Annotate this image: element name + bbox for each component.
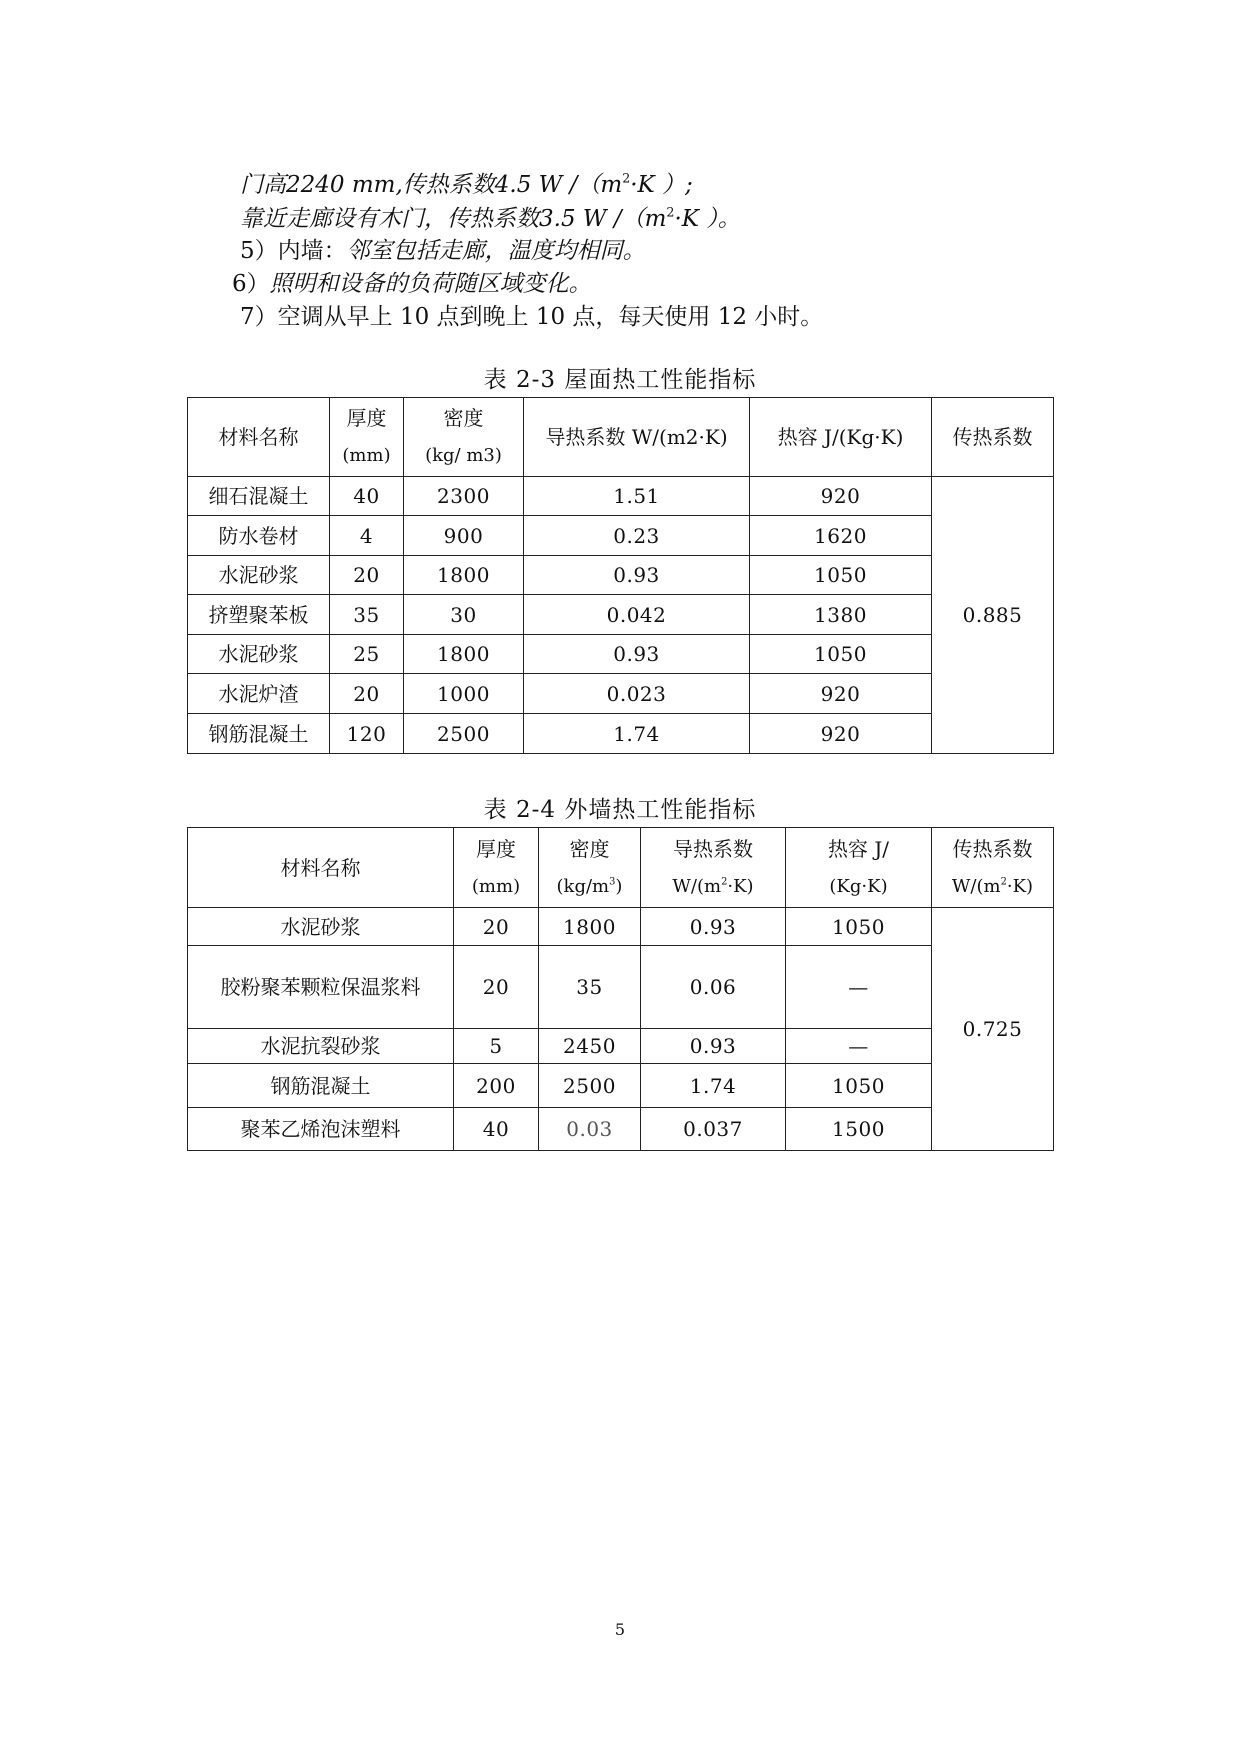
cell-conductivity: 0.23 bbox=[524, 516, 750, 556]
cell-density: 2500 bbox=[404, 714, 524, 754]
header-thickness bbox=[454, 828, 539, 908]
cell-density: 2300 bbox=[404, 477, 524, 516]
cell-heat-capacity: 920 bbox=[750, 674, 932, 714]
header-name: 材料名称 bbox=[188, 398, 330, 477]
text: 靠近走廊设有木门，传热系数 bbox=[240, 206, 539, 232]
cell-u-value: 0.725 bbox=[932, 908, 1054, 1151]
header-unit: (kg/ m3) bbox=[425, 445, 502, 466]
cell-density: 900 bbox=[404, 516, 524, 556]
text: ·K ）。 bbox=[674, 206, 741, 232]
header-label: 密度 bbox=[569, 836, 610, 861]
cell-heat-capacity: 1500 bbox=[786, 1108, 932, 1151]
cell-thickness: 40 bbox=[330, 477, 404, 516]
table-wall-thermal bbox=[187, 827, 1054, 1151]
cell-name: 防水卷材 bbox=[188, 516, 330, 556]
header-label: 厚度 bbox=[476, 836, 516, 861]
table-row bbox=[188, 674, 1054, 714]
cell-name: 水泥炉渣 bbox=[188, 674, 330, 714]
cell-name: 钢筋混凝土 bbox=[188, 714, 330, 754]
header-unit: (mm) bbox=[342, 445, 391, 466]
cell-thickness: 20 bbox=[330, 674, 404, 714]
cell-name: 水泥砂浆 bbox=[188, 556, 330, 595]
cell-thickness: 25 bbox=[330, 635, 404, 674]
cell-density: 35 bbox=[539, 946, 641, 1029]
table-row bbox=[188, 516, 1054, 556]
table-row bbox=[188, 1029, 1054, 1064]
cell-thickness: 4 bbox=[330, 516, 404, 556]
cell-u-value: 0.885 bbox=[932, 477, 1054, 754]
table-caption-wall: 表 2-4 外墙热工性能指标 bbox=[483, 797, 757, 823]
header-thickness bbox=[330, 398, 404, 477]
header-label: 导热系数 bbox=[673, 836, 753, 861]
header-name: 材料名称 bbox=[188, 828, 454, 908]
table-row bbox=[188, 635, 1054, 674]
header-label: 传热系数 bbox=[952, 836, 1033, 861]
cell-thickness: 40 bbox=[454, 1108, 539, 1151]
header-unit: (mm) bbox=[471, 875, 521, 897]
cell-conductivity: 0.06 bbox=[641, 946, 786, 1029]
cell-density: 1800 bbox=[539, 908, 641, 946]
text: 照明和设备的负荷随区域变化。 bbox=[269, 271, 592, 297]
text: 传热系数 bbox=[402, 172, 495, 198]
cell-thickness: 20 bbox=[454, 946, 539, 1029]
table-row bbox=[188, 595, 1054, 635]
unit-text: ·K) bbox=[727, 875, 754, 897]
superscript: 3 bbox=[609, 876, 616, 888]
unit-text: W/(m bbox=[951, 875, 1001, 897]
text: ·K ）; bbox=[630, 172, 693, 198]
superscript: 2 bbox=[622, 170, 631, 186]
table-roof-thermal bbox=[187, 397, 1054, 754]
table-row bbox=[188, 1064, 1054, 1108]
cell-conductivity: 0.037 bbox=[641, 1108, 786, 1151]
table-header-row bbox=[188, 398, 1054, 477]
header-density bbox=[404, 398, 524, 477]
header-unit bbox=[641, 868, 785, 906]
cell-conductivity: 0.93 bbox=[524, 635, 750, 674]
list-number: 6） bbox=[232, 271, 270, 297]
paragraph-line-lighting bbox=[232, 265, 592, 298]
cell-conductivity: 0.042 bbox=[524, 595, 750, 635]
header-label: 热容 J/ bbox=[827, 836, 890, 861]
superscript: 2 bbox=[1000, 876, 1007, 888]
header-unit bbox=[539, 868, 640, 906]
cell-density: 1000 bbox=[404, 674, 524, 714]
cell-density: 1800 bbox=[404, 556, 524, 595]
cell-name: 细石混凝土 bbox=[188, 477, 330, 516]
cell-heat-capacity: 1050 bbox=[786, 1064, 932, 1108]
cell-density: 1800 bbox=[404, 635, 524, 674]
text: 邻室包括走廊，温度均相同。 bbox=[346, 238, 646, 264]
cell-heat-capacity: — bbox=[786, 1029, 932, 1064]
header-density bbox=[539, 828, 641, 908]
superscript: 2 bbox=[721, 876, 728, 888]
header-label: 厚度 bbox=[346, 406, 387, 430]
cell-name: 聚苯乙烯泡沫塑料 bbox=[188, 1108, 454, 1151]
unit-text: ) bbox=[615, 875, 623, 897]
cell-conductivity: 1.51 bbox=[524, 477, 750, 516]
table-row bbox=[188, 477, 1054, 516]
cell-conductivity: 0.93 bbox=[524, 556, 750, 595]
cell-name: 钢筋混凝土 bbox=[188, 1064, 454, 1108]
cell-thickness: 20 bbox=[454, 908, 539, 946]
cell-density: 0.03 bbox=[539, 1108, 641, 1151]
unit-text: ·K) bbox=[1006, 875, 1034, 897]
cell-heat-capacity: 1050 bbox=[750, 556, 932, 595]
cell-density: 30 bbox=[404, 595, 524, 635]
cell-heat-capacity: 1050 bbox=[786, 908, 932, 946]
cell-thickness: 5 bbox=[454, 1029, 539, 1064]
header-label: 密度 bbox=[443, 406, 484, 430]
paragraph-line-door-height bbox=[240, 166, 693, 199]
unit-text: (kg/m bbox=[556, 875, 610, 897]
cell-conductivity: 0.93 bbox=[641, 908, 786, 946]
text: 7）空调从早上 10 点到晚上 10 点，每天使用 12 小时。 bbox=[240, 304, 824, 330]
paragraph-line-inner-wall bbox=[240, 232, 646, 265]
cell-heat-capacity: 1380 bbox=[750, 595, 932, 635]
header-conductivity bbox=[641, 828, 786, 908]
cell-conductivity: 1.74 bbox=[524, 714, 750, 754]
cell-conductivity: 0.023 bbox=[524, 674, 750, 714]
cell-name: 水泥抗裂砂浆 bbox=[188, 1029, 454, 1064]
paragraph-line-ac-schedule bbox=[240, 298, 823, 331]
cell-heat-capacity: 1050 bbox=[750, 635, 932, 674]
table-row bbox=[188, 714, 1054, 754]
cell-conductivity: 1.74 bbox=[641, 1064, 786, 1108]
table-header-row bbox=[188, 828, 1054, 908]
cell-thickness: 120 bbox=[330, 714, 404, 754]
superscript: 2 bbox=[666, 204, 675, 220]
text: 3.5 W /（m bbox=[539, 206, 667, 232]
cell-thickness: 200 bbox=[454, 1064, 539, 1108]
table-caption-roof: 表 2-3 屋面热工性能指标 bbox=[483, 367, 757, 393]
header-u-value: 传热系数 bbox=[932, 398, 1054, 477]
table-row bbox=[188, 1108, 1054, 1151]
cell-thickness: 20 bbox=[330, 556, 404, 595]
header-unit bbox=[932, 868, 1053, 906]
cell-density: 2450 bbox=[539, 1029, 641, 1064]
cell-density: 2500 bbox=[539, 1064, 641, 1108]
table-row bbox=[188, 556, 1054, 595]
header-conductivity: 导热系数 W/(m2·K) bbox=[524, 398, 750, 477]
cell-name: 水泥砂浆 bbox=[188, 635, 330, 674]
unit-text: W/(m bbox=[672, 875, 722, 897]
table-row bbox=[188, 908, 1054, 946]
cell-heat-capacity: 920 bbox=[750, 714, 932, 754]
cell-heat-capacity: 1620 bbox=[750, 516, 932, 556]
text: 4.5 W /（m bbox=[494, 172, 623, 198]
header-heat-capacity: 热容 J/(Kg·K) bbox=[750, 398, 932, 477]
cell-name: 挤塑聚苯板 bbox=[188, 595, 330, 635]
header-u-value bbox=[932, 828, 1054, 908]
header-heat-capacity bbox=[786, 828, 932, 908]
header-unit: (Kg·K) bbox=[829, 875, 888, 897]
paragraph-line-wood-door bbox=[240, 200, 741, 233]
list-number: 5）内墙： bbox=[240, 238, 347, 264]
text: 门高2240 mm, bbox=[240, 172, 403, 198]
page-number: 5 bbox=[614, 1620, 626, 1639]
cell-name: 胶粉聚苯颗粒保温浆料 bbox=[188, 946, 454, 1029]
table-row bbox=[188, 946, 1054, 1029]
cell-heat-capacity: 920 bbox=[750, 477, 932, 516]
cell-heat-capacity: — bbox=[786, 946, 932, 1029]
cell-name: 水泥砂浆 bbox=[188, 908, 454, 946]
cell-thickness: 35 bbox=[330, 595, 404, 635]
cell-conductivity: 0.93 bbox=[641, 1029, 786, 1064]
